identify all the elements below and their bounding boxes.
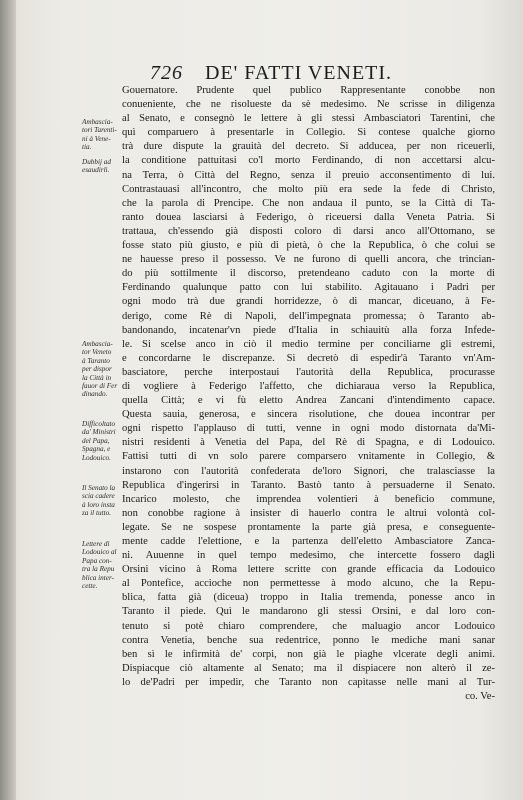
margin-note-lettere bbox=[82, 540, 126, 590]
text-line: Incarico molesto, che imprendea volentieri à beneficio commune, bbox=[122, 493, 495, 505]
margin-note-line: Lodouico al bbox=[82, 548, 117, 557]
text-line: trà dure dispute la grauità del decreto. Si adducea, per non riceuerli, bbox=[122, 141, 495, 153]
margin-note-line: scia cadere bbox=[82, 492, 115, 501]
margin-note-line: Ambascia- bbox=[82, 118, 113, 126]
margin-note-line: tra la Repu bbox=[82, 565, 115, 574]
margin-note-line: Il Senato la bbox=[82, 484, 116, 492]
margin-note-line: tia. bbox=[82, 143, 92, 152]
text-line: trattaua, ch'essendo già disposti coloro di darsi anco all'Ottomano, se bbox=[122, 225, 495, 237]
text-line: do più sottilmente il discorso, pretendeano caduto con la morte di bbox=[122, 268, 495, 280]
page-header bbox=[150, 62, 480, 84]
catchword: co. Ve- bbox=[465, 691, 495, 703]
text-line: lo de'Padri per impedir, che Taranto non capitasse nelle mani al Tur- bbox=[122, 676, 495, 688]
text-line: e concordarne le discrepanze. Si decretò di espedir'à Taranto vn'Am- bbox=[122, 352, 495, 364]
text-line: derigo, come Rè di Napoli, dell'impegnata promessa; ò Taranto ab- bbox=[122, 310, 495, 322]
text-line: blica, fatta già (diceua) troppo in Italia tremenda, ponesse anco in bbox=[122, 592, 495, 604]
text-line: Ferdinando qualunque patto con lui stabilito. Agitauano i Padri per bbox=[122, 282, 495, 294]
text-line: Orsini vicino à Roma lettere scritte con grande efficacia da Lodouico bbox=[122, 564, 495, 576]
text-line: ne hauesse preso il possesso. Ve ne furono di quelli ancora, che trincian- bbox=[122, 254, 495, 266]
margin-note-line: fauor di Fer bbox=[82, 382, 118, 391]
text-line: ogni modo trà due grandi horridezze, ò di mancar, diceuano, à Fe- bbox=[122, 296, 495, 308]
margin-note-line: Lettere di bbox=[82, 540, 110, 548]
text-line: Fattisi tutti di vn solo parere comparsero vnitamente in Collegio, & bbox=[122, 451, 495, 463]
text-line: fosse stato più giusto, e più di pietà, ò che la Republica, ò che colui se bbox=[122, 240, 495, 252]
margin-note-line: à loro insta bbox=[82, 500, 115, 509]
margin-note-line: tori Tarenti- bbox=[82, 126, 117, 135]
text-line: Taranto il piede. Quì le mandarono gli stessi Orsini, e dal loro con- bbox=[122, 606, 495, 618]
text-line: quì comparuero à presentarle in Collegio. Si contese qualche giorno bbox=[122, 127, 495, 139]
text-line: legate. Se ne sospese prontamente la parte già presa, e conseguente- bbox=[122, 521, 495, 533]
margin-note-line: Papa con- bbox=[82, 556, 112, 565]
text-line: non conobbe ragione à insister di hauerlo contra le altrui volontà col- bbox=[122, 507, 495, 519]
text-line: bandonando, incatenar'vn piede d'Italia in schiauitù alla forza Infede- bbox=[122, 324, 495, 336]
text-line: la conditione pattuitasi co'l morto Ferdinando, di non accettarsi alcu- bbox=[122, 155, 495, 167]
margin-note-line: Lodouico. bbox=[82, 453, 111, 462]
text-line: mente cadde l'elettione, e la partenza dell'eletto Ambasciatore Zanca- bbox=[122, 536, 495, 547]
margin-note-line: cette. bbox=[82, 582, 98, 591]
running-title: DE' FATTI VENETI. bbox=[205, 62, 393, 84]
text-line: Dispiacque ciò altamente al Senato; ma il dispiacere non alterò il ze- bbox=[122, 662, 495, 674]
text-line: na Terra, ò Città del Regno, senza il preuio acconsentimento di lui. bbox=[122, 169, 495, 181]
margin-note-difficoltato bbox=[82, 420, 126, 462]
text-line: instarono con l'autorità confederata de'loro Signori, che tralasciasse la bbox=[122, 465, 495, 477]
margin-note-line: la Città in bbox=[82, 373, 112, 382]
text-line: conueniente, che ne risolueste da sè medesimo. Ne scrisse in diligenza bbox=[122, 99, 495, 111]
margin-note-ambasciator-veneto bbox=[82, 340, 126, 399]
margin-note-line: tor Veneto bbox=[82, 348, 112, 357]
text-line: basciatore, perche interpostaui l'autorità della Republica, procurasse bbox=[122, 366, 495, 378]
text-line: contra Venetia, benche sua redentrice, ponno le mediche mani sanar bbox=[122, 634, 495, 646]
text-line: ranto douea lasciarsi à Federigo, ò riceuersi dalla Veneta Patria. Si bbox=[122, 211, 495, 223]
text-line: Questa sauia, generosa, e sincera risolutione, che douea incontrar per bbox=[122, 409, 495, 421]
margin-note-line: Ambascia- bbox=[82, 340, 113, 348]
margin-note-line: da' Ministri bbox=[82, 428, 116, 437]
text-line: tenuto si potè chiaro comprendere, che maluagio ancor Lodouico bbox=[122, 620, 495, 632]
body-text bbox=[122, 84, 495, 704]
margin-note-line: Difficoltato bbox=[82, 420, 116, 428]
text-line: ogni rispetto l'applauso di tutti, venne in ogni modo distornata da'Mi- bbox=[122, 423, 495, 435]
text-line: al Pontefice, accioche non permettesse à modo alcuno, che la Repu- bbox=[122, 578, 495, 590]
margin-note-line: Dubbij ad bbox=[82, 158, 111, 166]
page-number: 726 bbox=[150, 62, 183, 84]
margin-note-ambasciatori bbox=[82, 118, 126, 152]
margin-note-line: del Papa, bbox=[82, 436, 110, 445]
margin-note-line: za il tutto. bbox=[82, 509, 111, 518]
margin-note-line: dinando. bbox=[82, 390, 108, 399]
text-line: ni. Auuenne in quel tempo medesimo, che intercette fossero dagli bbox=[122, 550, 495, 562]
text-line: Republica d'ingerirsi in Taranto. Bastò tanto à persuaderne il Senato. bbox=[122, 479, 495, 491]
margin-note-dubbij bbox=[82, 158, 126, 175]
margin-note-senato bbox=[82, 484, 126, 518]
margin-note-line: ni à Vene- bbox=[82, 134, 111, 143]
book-spine-shadow bbox=[0, 0, 16, 800]
text-line: quella Città; e vi fù eletto Andrea Zancani d'intendimento capace. bbox=[122, 395, 495, 407]
margin-note-line: blica inter- bbox=[82, 573, 114, 582]
text-line: nistri residenti à Venetia del Papa, del Rè di Spagna, e di Lodouico. bbox=[122, 437, 495, 449]
text-line: al Senato, e consegnò le lettere à gli stessi Ambasciatori Tarentini, che bbox=[122, 113, 495, 125]
text-line: che la parola di Prencipe. Che non andaua il punto, se la Città di Ta- bbox=[122, 197, 495, 209]
text-line: Gouernatore. Prudente quel publico Rappresentante conobbe non bbox=[122, 85, 495, 96]
text-line: le. Si scelse anco in ciò il medio termine per conciliarne gli estremi, bbox=[122, 338, 495, 350]
text-line: ben sì le infirmità de' corpi, non già le piaghe vlcerate degli animi. bbox=[122, 648, 495, 660]
margin-note-line: Spagna, e bbox=[82, 445, 111, 454]
margin-note-line: esaudirli. bbox=[82, 166, 110, 175]
margin-note-line: à Taranto bbox=[82, 356, 110, 365]
text-line: di vogliere à Federigo l'affetto, che dichiaraua verso la Republica, bbox=[122, 380, 495, 392]
text-line: Contrastauasi all'incontro, che molto più era sede la fede di Christo, bbox=[122, 183, 495, 195]
margin-note-line: per dispor bbox=[82, 365, 112, 374]
